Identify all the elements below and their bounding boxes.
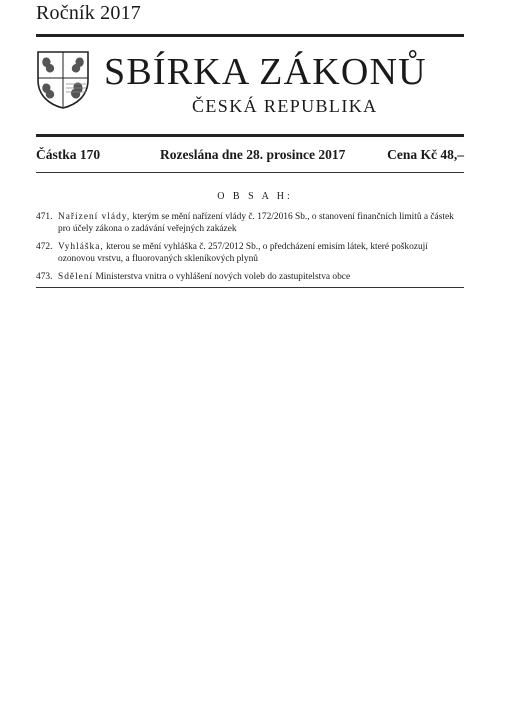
volume-label: Ročník 2017: [36, 2, 141, 24]
issue-row-rule: [36, 172, 464, 173]
gazette-title: SBÍRKA ZÁKONŮ: [104, 51, 427, 93]
state-emblem-icon: [36, 50, 90, 110]
contents-item-472: [36, 241, 464, 265]
header-top-rule: [36, 34, 464, 37]
issue-price: Cena Kč 48,–: [387, 147, 464, 162]
header-bottom-rule: [36, 134, 464, 137]
issue-date: Rozeslána dne 28. prosince 2017: [160, 147, 346, 162]
contents-item-number: 473.: [36, 272, 53, 282]
contents-bottom-rule: [36, 287, 464, 288]
contents-item-473: [36, 271, 464, 283]
contents-item-type: Sdělení: [58, 272, 94, 282]
contents-item-text: kterou se mění vyhláška č. 257/2012 Sb., o předcházení emisím látek, které poškozují ozonovou vrstvu, a fluorovaných skleníkových plynů: [58, 242, 428, 264]
contents-item-type: Nařízení vlády,: [58, 212, 131, 222]
contents-item-type: Vyhláška,: [58, 242, 104, 252]
contents-list: [36, 211, 464, 289]
contents-heading: O B S A H:: [217, 191, 293, 202]
gazette-subtitle: ČESKÁ REPUBLIKA: [192, 96, 378, 116]
contents-item-number: 471.: [36, 212, 53, 222]
contents-item-471: [36, 211, 464, 235]
contents-item-text: Ministerstva vnitra o vyhlášení nových voleb do zastupitelstva obce: [93, 272, 351, 282]
contents-item-number: 472.: [36, 242, 53, 252]
issue-number: Částka 170: [36, 147, 101, 162]
contents-item-text: kterým se mění nařízení vlády č. 172/2016 Sb., o stanovení finančních limitů a částek pro účely zákona o zadávání veřejných zakázek: [58, 212, 454, 234]
